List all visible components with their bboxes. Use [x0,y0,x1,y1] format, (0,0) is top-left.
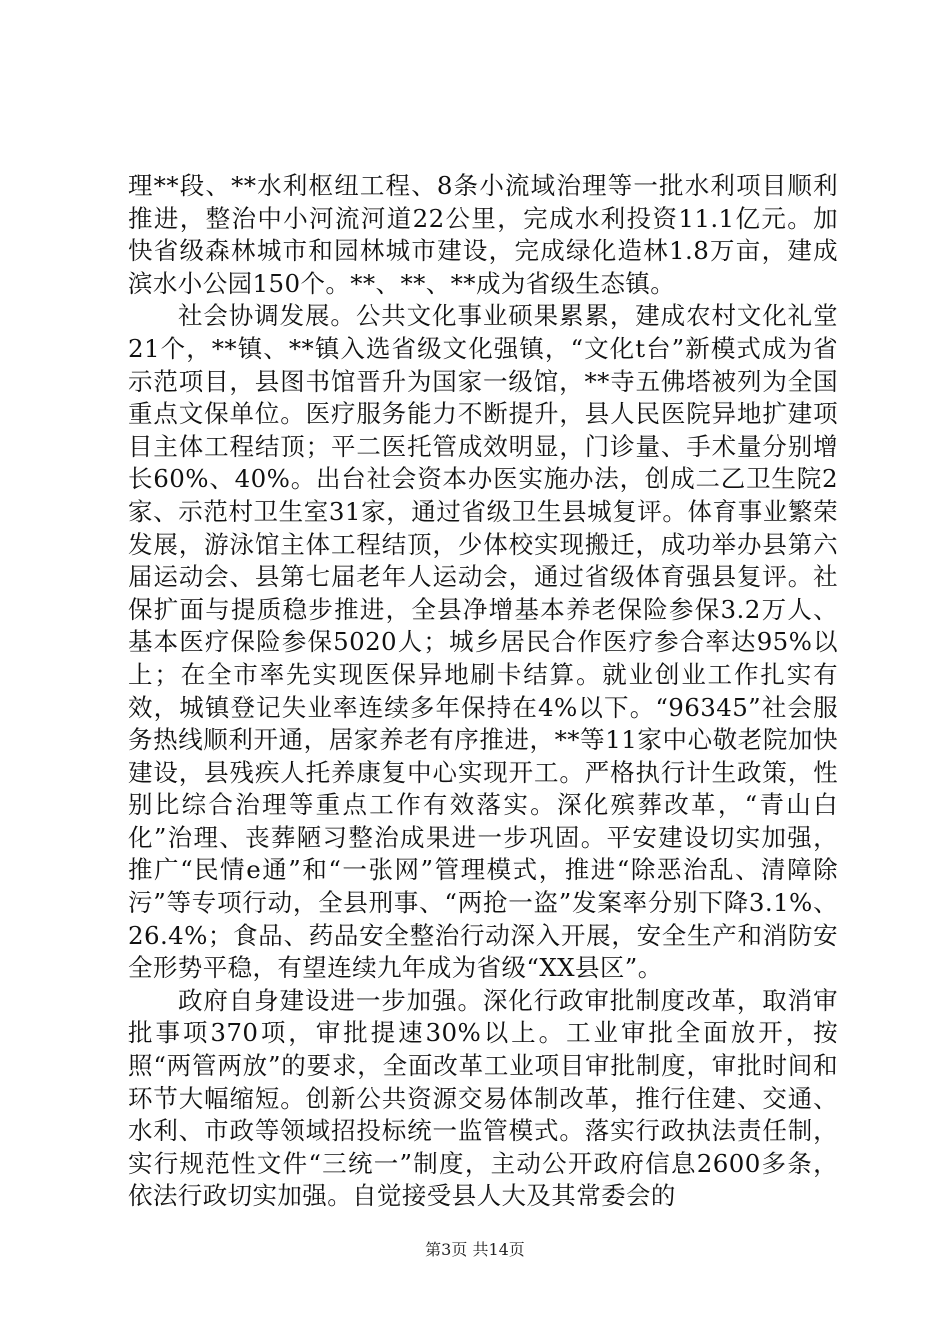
paragraph-social-development: 社会协调发展。公共文化事业硕果累累，建成农村文化礼堂21个，**镇、**镇入选省级文化强镇，“文化t台”新模式成为省示范项目，县图书馆晋升为国家一级馆，**寺五佛塔被列为全国重点文保单位。医疗服务能力不断提升，县人民医院异地扩建项目主体工程结顶；平二医托管成效明显，门诊量、手术量分别增长60%、40%。出台社会资本办医实施办法，创成二乙卫生院2家、示范村卫生室31家，通过省级卫生县城复评。体育事业繁荣发展，游泳馆主体工程结顶，少体校实现搬迁，成功举办县第六届运动会、县第七届老年人运动会，通过省级体育强县复评。社保扩面与提质稳步推进，全县净增基本养老保险参保3.2万人、基本医疗保险参保5020人；城乡居民合作医疗参合率达95%以上；在全市率先实现医保异地刷卡结算。就业创业工作扎实有效，城镇登记失业率连续多年保持在4%以下。“96345”社会服务热线顺利开通，居家养老有序推进，**等11家中心敬老院加快建设，县残疾人托养康复中心实现开工。严格执行计生政策，性别比综合治理等重点工作有效落实。深化殡葬改革，“青山白化”治理、丧葬陋习整治成果进一步巩固。平安建设切实加强，推广“民情e通”和“一张网”管理模式，推进“除恶治乱、清障除污”等专项行动，全县刑事、“两抢一盗”发案率分别下降3.1%、26.4%；食品、药品安全整治行动深入开展，安全生产和消防安全形势平稳，有望连续九年成为省级“XX县区”。 [128,301,838,983]
page-footer: 第3页 共14页 [425,1240,525,1259]
document-body [128,170,838,1213]
paragraph-water-projects: 理**段、**水利枢纽工程、8条小流域治理等一批水利项目顺利推进，整治中小河流河道22公里，完成水利投资11.1亿元。加快省级森林城市和园林城市建设，完成绿化造林1.8万亩，建成滨水小公园150个。**、**、**成为省级生态镇。 [128,171,838,298]
paragraph-government-building: 政府自身建设进一步加强。深化行政审批制度改革，取消审批事项370项，审批提速30%以上。工业审批全面放开，按照“两管两放”的要求，全面改革工业项目审批制度，审批时间和环节大幅缩短。创新公共资源交易体制改革，推行住建、交通、水利、市政等领域招投标统一监管模式。落实行政执法责任制，实行规范性文件“三统一”制度，主动公开政府信息2600多条，依法行政切实加强。自觉接受县人大及其常委会的 [128,985,838,1211]
